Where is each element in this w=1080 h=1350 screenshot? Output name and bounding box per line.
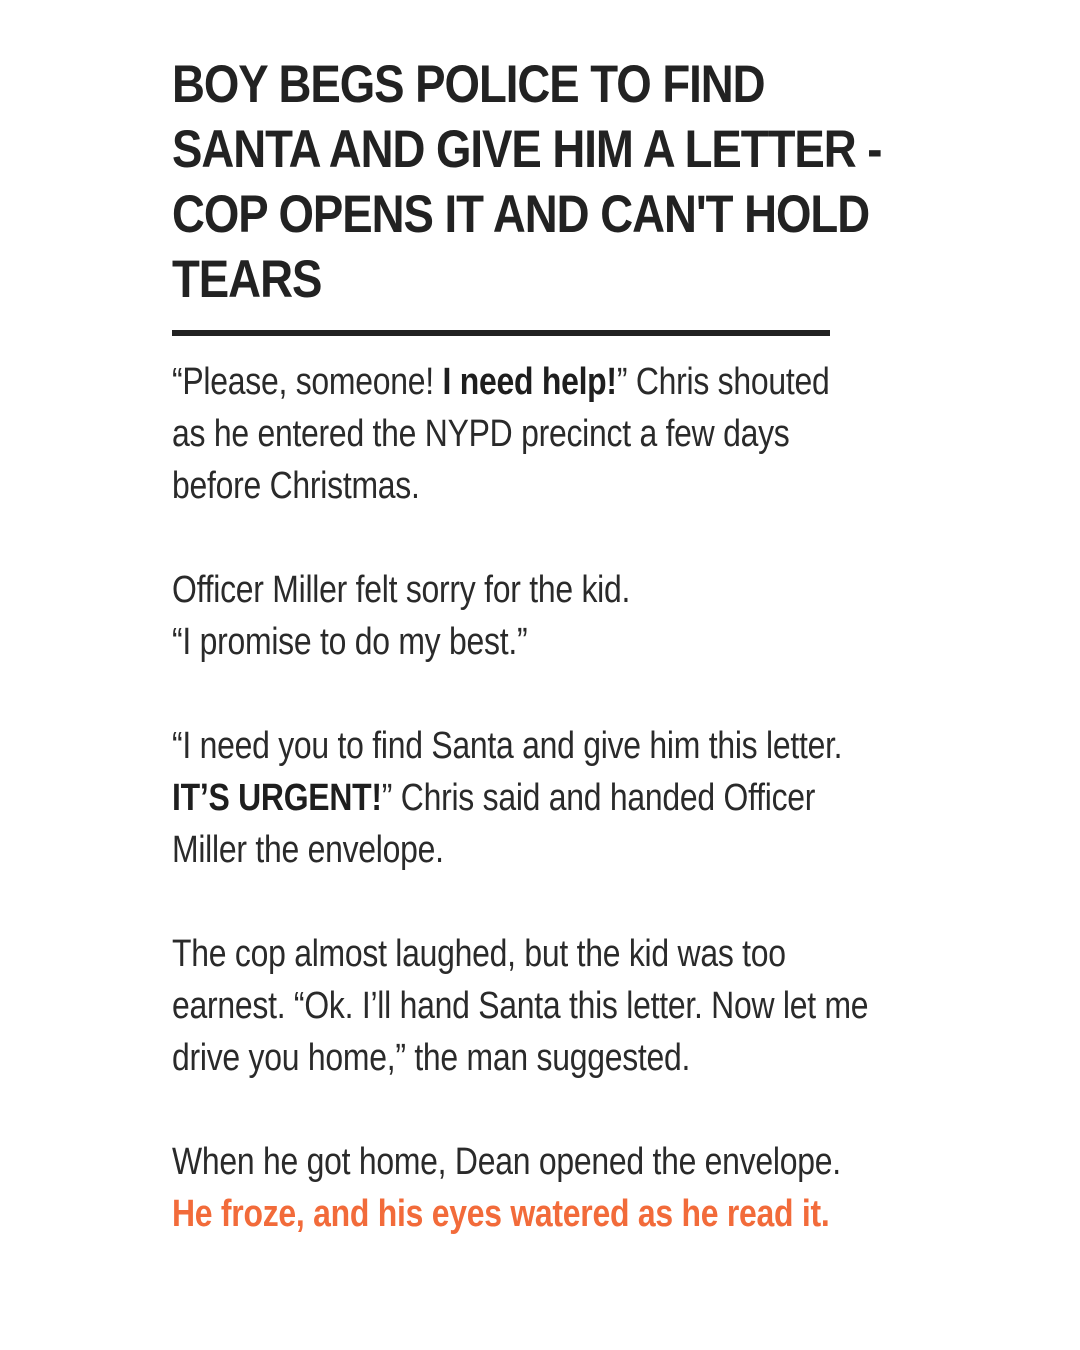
paragraph-4: The cop almost laughed, but the kid was too earnest. “Ok. I’ll hand Santa this letter. Now let me drive you home,” the man suggested. <box>172 933 869 1079</box>
paragraph-text: “Please, someone! <box>172 361 443 403</box>
paragraph-1 <box>172 356 869 512</box>
paragraph-3 <box>172 720 869 876</box>
article-headline: BOY BEGS POLICE TO FIND SANTA AND GIVE HIM A LETTER - COP OPENS IT AND CAN'T HOLD TEARS <box>172 55 882 309</box>
paragraph-2 <box>172 564 869 668</box>
bold-phrase: I need help! <box>442 361 617 403</box>
paragraph-text: “I need you to find Santa and give him this letter. <box>172 725 843 767</box>
bold-phrase: IT’S URGENT! <box>172 777 382 819</box>
paragraph-5 <box>172 1136 869 1240</box>
highlighted-phrase: He froze, and his eyes watered as he read it. <box>172 1193 830 1235</box>
paragraph-line: “I promise to do my best.” <box>172 621 528 663</box>
paragraph-line: Officer Miller felt sorry for the kid. <box>172 569 631 611</box>
headline-divider <box>172 330 830 336</box>
paragraph-text: ” Chris said and handed Officer Miller the envelope. <box>172 777 816 871</box>
paragraph-text: ” Chris shouted as he entered the NYPD precinct a few days before Christmas. <box>172 361 830 507</box>
paragraph-text: When he got home, Dean opened the envelope. <box>172 1141 841 1183</box>
article-body <box>172 356 869 1292</box>
article <box>172 52 892 1235</box>
